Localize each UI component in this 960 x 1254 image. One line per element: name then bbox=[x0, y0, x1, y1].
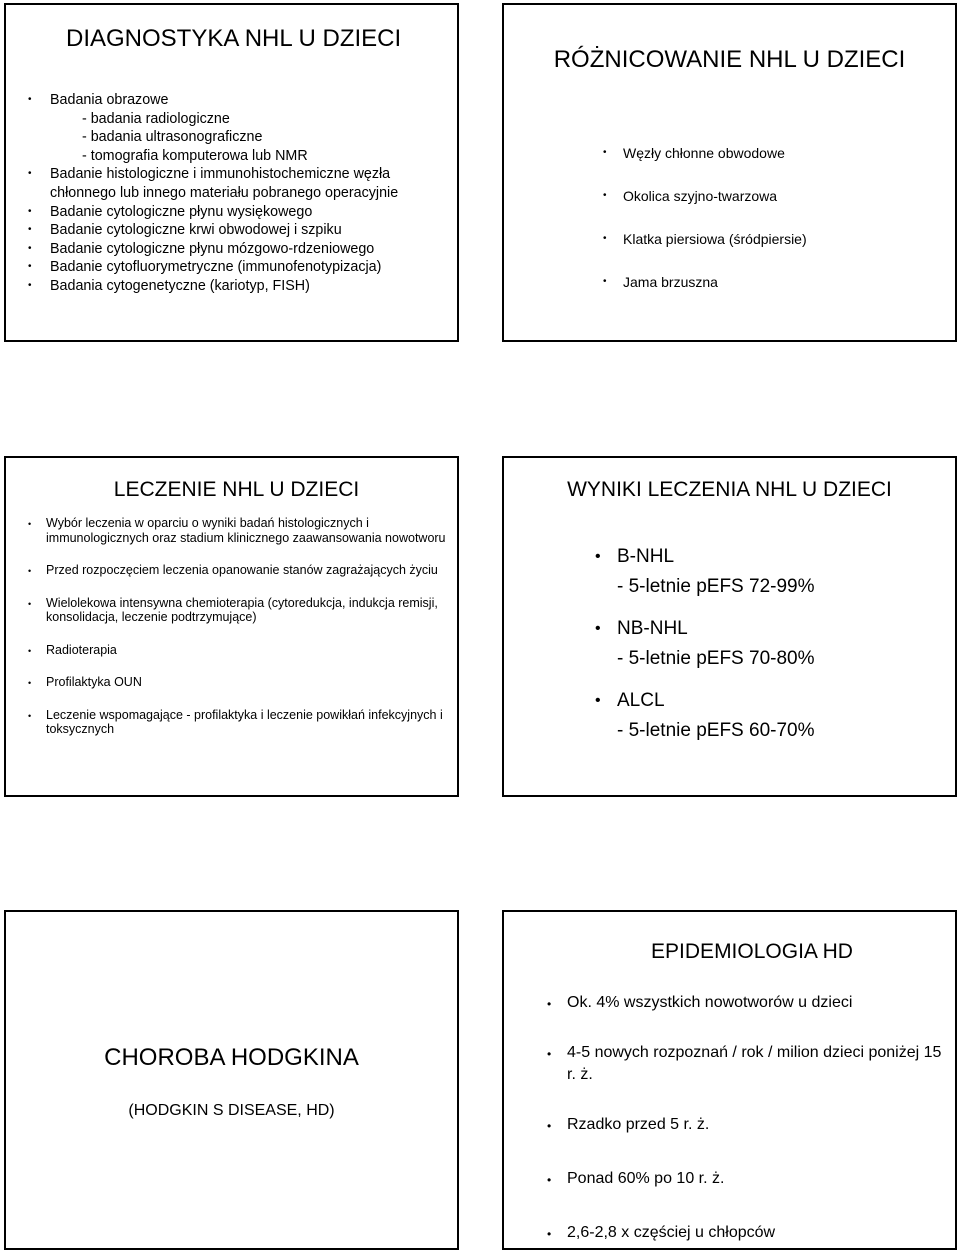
bullet-icon: • bbox=[547, 1119, 552, 1133]
list-item bbox=[28, 221, 453, 240]
bullet-list bbox=[603, 144, 807, 316]
list-item bbox=[603, 144, 807, 162]
sub-item bbox=[28, 128, 453, 147]
result-value: - 5-letnie pEFS 72-99% bbox=[617, 576, 815, 597]
list-item-text: Badania cytogenetyczne (kariotyp, FISH) bbox=[50, 277, 310, 294]
list-item bbox=[28, 91, 453, 110]
list-item bbox=[28, 240, 453, 259]
list-item bbox=[28, 258, 453, 277]
list-item bbox=[547, 1222, 947, 1244]
list-item bbox=[547, 1114, 947, 1136]
bullet-icon: • bbox=[595, 620, 601, 637]
list-item bbox=[547, 1042, 947, 1086]
list-item bbox=[603, 230, 807, 248]
result-label: NB-NHL bbox=[617, 618, 688, 639]
list-item-text: Leczenie wspomagające - profilaktyka i leczenie powikłań infekcyjnych i toksycznych bbox=[46, 707, 443, 736]
bullet-icon: • bbox=[603, 147, 607, 158]
slide-wyniki bbox=[502, 456, 957, 797]
list-item bbox=[595, 686, 815, 746]
list-item-text: Jama brzuszna bbox=[623, 274, 718, 290]
list-item bbox=[28, 675, 448, 690]
bullet-icon: • bbox=[28, 598, 32, 609]
slide-title: EPIDEMIOLOGIA HD bbox=[651, 940, 853, 963]
bullet-icon: • bbox=[547, 997, 552, 1011]
slide-title: CHOROBA HODGKINA bbox=[104, 1044, 359, 1071]
list-item-text: 2,6-2,8 x częściej u chłopców bbox=[567, 1224, 776, 1241]
list-item-text: Przed rozpoczęciem leczenia opanowanie stanów zagrażających życiu bbox=[46, 563, 438, 577]
bullet-icon: • bbox=[28, 94, 32, 105]
bullet-icon: • bbox=[595, 692, 601, 709]
list-item-text: Badanie cytofluorymetryczne (immunofenotypizacja) bbox=[50, 259, 382, 276]
bullet-icon: • bbox=[28, 205, 32, 217]
list-item-text: Wielolekowa intensywna chemioterapia (cytoredukcja, indukcja remisji, konsolidacja, leczenie podtrzymujące) bbox=[46, 595, 438, 624]
list-item bbox=[28, 563, 448, 578]
bullet-icon: • bbox=[603, 190, 607, 201]
bullet-list bbox=[28, 91, 453, 296]
slide-diagnostyka bbox=[4, 3, 459, 342]
list-item bbox=[547, 1168, 947, 1190]
bullet-icon: • bbox=[28, 678, 32, 688]
bullet-icon: • bbox=[28, 645, 32, 656]
list-item bbox=[28, 596, 448, 625]
bullet-icon: • bbox=[547, 1173, 552, 1187]
slide-title: WYNIKI LECZENIA NHL U DZIECI bbox=[567, 478, 892, 501]
bullet-icon: • bbox=[28, 242, 32, 254]
bullet-list bbox=[28, 516, 448, 737]
slide-title: LECZENIE NHL U DZIECI bbox=[113, 478, 360, 501]
sub-item-text: - badania radiologiczne bbox=[82, 110, 230, 127]
bullet-icon: • bbox=[28, 224, 32, 236]
list-item-text: Węzły chłonne obwodowe bbox=[623, 145, 785, 161]
slide-choroba-hodgkina bbox=[4, 910, 459, 1250]
bullet-icon: • bbox=[28, 710, 32, 721]
bullet-icon: • bbox=[28, 168, 32, 180]
list-item bbox=[28, 516, 448, 545]
result-label: ALCL bbox=[617, 690, 665, 711]
list-item bbox=[28, 277, 453, 296]
list-item-text: Badania obrazowe bbox=[50, 92, 169, 108]
list-item-text: Badanie cytologiczne płynu wysiękowego bbox=[50, 203, 313, 220]
list-item-text: 4-5 nowych rozpoznań / rok / milion dzieci poniżej 15 r. ż. bbox=[567, 1044, 942, 1083]
slide-subtitle: (HODGKIN S DISEASE, HD) bbox=[128, 1102, 335, 1119]
bullet-icon: • bbox=[595, 548, 601, 565]
list-item bbox=[595, 542, 815, 602]
sub-item bbox=[28, 110, 453, 129]
list-item bbox=[603, 273, 807, 291]
list-item-text: Badanie histologiczne i immunohistochemiczne węzła chłonnego lub innego materiału pobranego operacyjnie bbox=[50, 166, 399, 201]
list-item-text: Badanie cytologiczne płynu mózgowo-rdzeniowego bbox=[50, 240, 375, 257]
result-value: - 5-letnie pEFS 60-70% bbox=[617, 720, 815, 741]
list-item-text: Radioterapia bbox=[46, 642, 117, 657]
sub-item bbox=[28, 147, 453, 166]
bullet-icon: • bbox=[28, 279, 32, 291]
bullet-icon: • bbox=[603, 233, 607, 244]
list-item-text: Rzadko przed 5 r. ż. bbox=[567, 1116, 710, 1133]
list-item bbox=[603, 187, 807, 205]
list-item bbox=[547, 992, 947, 1014]
bullet-icon: • bbox=[547, 1227, 552, 1241]
result-value: - 5-letnie pEFS 70-80% bbox=[617, 648, 815, 669]
bullet-icon: • bbox=[28, 566, 32, 576]
list-item-text: Klatka piersiowa (śródpiersie) bbox=[623, 231, 807, 247]
list-item-text: Badanie cytologiczne krwi obwodowej i szpiku bbox=[50, 222, 342, 239]
sub-item-text: - badania ultrasonograficzne bbox=[82, 129, 263, 146]
slide-epidemiologia bbox=[502, 910, 957, 1250]
sub-item-text: - tomografia komputerowa lub NMR bbox=[82, 147, 308, 164]
slide-title: DIAGNOSTYKA NHL U DZIECI bbox=[66, 25, 402, 52]
bullet-list bbox=[595, 542, 815, 758]
list-item bbox=[28, 708, 448, 737]
result-label: B-NHL bbox=[617, 546, 675, 567]
bullet-icon: • bbox=[28, 519, 32, 529]
bullet-list bbox=[547, 992, 947, 1244]
bullet-icon: • bbox=[603, 276, 607, 287]
bullet-icon: • bbox=[547, 1047, 552, 1061]
list-item-text: Okolica szyjno-twarzowa bbox=[623, 188, 778, 204]
list-item bbox=[28, 203, 453, 222]
list-item bbox=[28, 643, 448, 658]
list-item bbox=[595, 614, 815, 674]
slide-leczenie bbox=[4, 456, 459, 797]
list-item bbox=[28, 165, 453, 202]
slide-title: RÓŻNICOWANIE NHL U DZIECI bbox=[553, 46, 906, 73]
bullet-icon: • bbox=[28, 261, 32, 273]
list-item-text: Ponad 60% po 10 r. ż. bbox=[567, 1170, 725, 1187]
list-item-text: Ok. 4% wszystkich nowotworów u dzieci bbox=[567, 994, 853, 1011]
slide-roznicowanie bbox=[502, 3, 957, 342]
list-item-text: Wybór leczenia w oparciu o wyniki badań histologicznych i immunologicznych oraz stadium klinicznego zaawansowania nowotworu bbox=[46, 516, 446, 545]
list-item-text: Profilaktyka OUN bbox=[46, 675, 142, 689]
